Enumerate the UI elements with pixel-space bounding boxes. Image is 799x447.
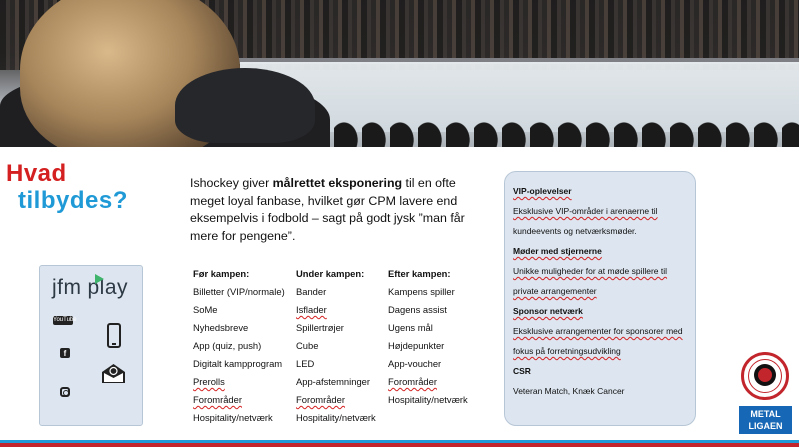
column-heading: Før kampen: bbox=[193, 268, 250, 279]
danish-ice-hockey-union-logo bbox=[741, 352, 789, 400]
play-triangle-icon bbox=[95, 274, 104, 284]
facebook-icon: f bbox=[60, 348, 70, 358]
list-item: Spillertrøjer bbox=[296, 322, 344, 333]
list-item: App-voucher bbox=[388, 358, 442, 369]
bottom-bar-red bbox=[0, 443, 799, 447]
heading-line2: tilbydes? bbox=[18, 187, 128, 214]
heading-line1: Hvad bbox=[6, 160, 67, 187]
vip-line: kundeevents og netværksmøder. bbox=[513, 226, 637, 236]
jfm-play-logo bbox=[52, 276, 128, 300]
play-logo-text: play bbox=[87, 276, 129, 299]
jfm-logo-text: jfm bbox=[52, 276, 82, 299]
metal-ligaen-logo bbox=[739, 406, 792, 434]
spectator-cap bbox=[175, 68, 315, 143]
intro-before: Ishockey giver bbox=[190, 176, 273, 190]
intro-bold: målrettet eksponering bbox=[272, 176, 403, 190]
column-heading: Under kampen: bbox=[296, 268, 365, 279]
metal-logo-line2: LIGAEN bbox=[748, 421, 783, 431]
hero-photo bbox=[0, 0, 799, 147]
vip-line: private arrangementer bbox=[513, 286, 597, 296]
column-heading: Efter kampen: bbox=[388, 268, 451, 279]
vip-line: Unikke muligheder for at møde spillere til bbox=[513, 266, 668, 276]
mail-icon bbox=[101, 363, 126, 384]
vip-line: Veteran Match, Knæk Cancer bbox=[513, 386, 625, 396]
list-item: Højdepunkter bbox=[388, 340, 445, 351]
list-item: Nyhedsbreve bbox=[193, 322, 249, 333]
vip-heading: Møder med stjernerne bbox=[513, 246, 602, 256]
list-item: Dagens assist bbox=[388, 304, 447, 315]
vip-line: Eksklusive arrangementer for sponsorer med bbox=[513, 326, 683, 336]
vip-heading: CSR bbox=[513, 366, 531, 376]
channels-box bbox=[39, 265, 143, 426]
list-item: Forområder bbox=[388, 376, 437, 387]
list-item: Prerolls bbox=[193, 376, 225, 387]
vip-heading: Sponsor netværk bbox=[513, 306, 583, 316]
vip-line: fokus på forretningsudvikling bbox=[513, 346, 621, 356]
list-item: Forområder bbox=[193, 394, 242, 405]
vip-line: Eksklusive VIP-områder i arenaerne til bbox=[513, 206, 658, 216]
list-item: Hospitality/netværk bbox=[296, 412, 376, 423]
intro-after: til en ofte meget loyal fanbase, hvilket gør CPM lavere end eksempelvis i fodbold – sagt på godt jysk ”man får mere for pengene”. bbox=[190, 176, 465, 243]
list-item: Digitalt kampprogram bbox=[193, 358, 283, 369]
column-before-match bbox=[193, 265, 285, 427]
vip-box bbox=[504, 171, 696, 426]
list-item: Kampens spiller bbox=[388, 286, 455, 297]
list-item: App (quiz, push) bbox=[193, 340, 262, 351]
list-item: Billetter (VIP/normale) bbox=[193, 286, 285, 297]
list-item: Ugens mål bbox=[388, 322, 433, 333]
list-item: Hospitality/netværk bbox=[193, 412, 273, 423]
list-item: Bander bbox=[296, 286, 327, 297]
list-item: SoMe bbox=[193, 304, 218, 315]
phone-icon bbox=[107, 323, 121, 348]
vip-heading: VIP-oplevelser bbox=[513, 186, 572, 196]
instagram-icon bbox=[60, 387, 70, 397]
intro-paragraph bbox=[190, 175, 490, 245]
metal-logo-line1: METAL bbox=[750, 409, 781, 419]
logo-mark bbox=[754, 364, 776, 386]
column-after-match bbox=[388, 265, 468, 409]
list-item: Forområder bbox=[296, 394, 345, 405]
youtube-icon: YouTube bbox=[53, 317, 77, 323]
list-item: Isflader bbox=[296, 304, 327, 315]
column-during-match bbox=[296, 265, 376, 427]
list-item: LED bbox=[296, 358, 315, 369]
list-item: Hospitality/netværk bbox=[388, 394, 468, 405]
crowd-silhouettes bbox=[250, 110, 799, 147]
list-item: Cube bbox=[296, 340, 319, 351]
list-item: App-afstemninger bbox=[296, 376, 370, 387]
